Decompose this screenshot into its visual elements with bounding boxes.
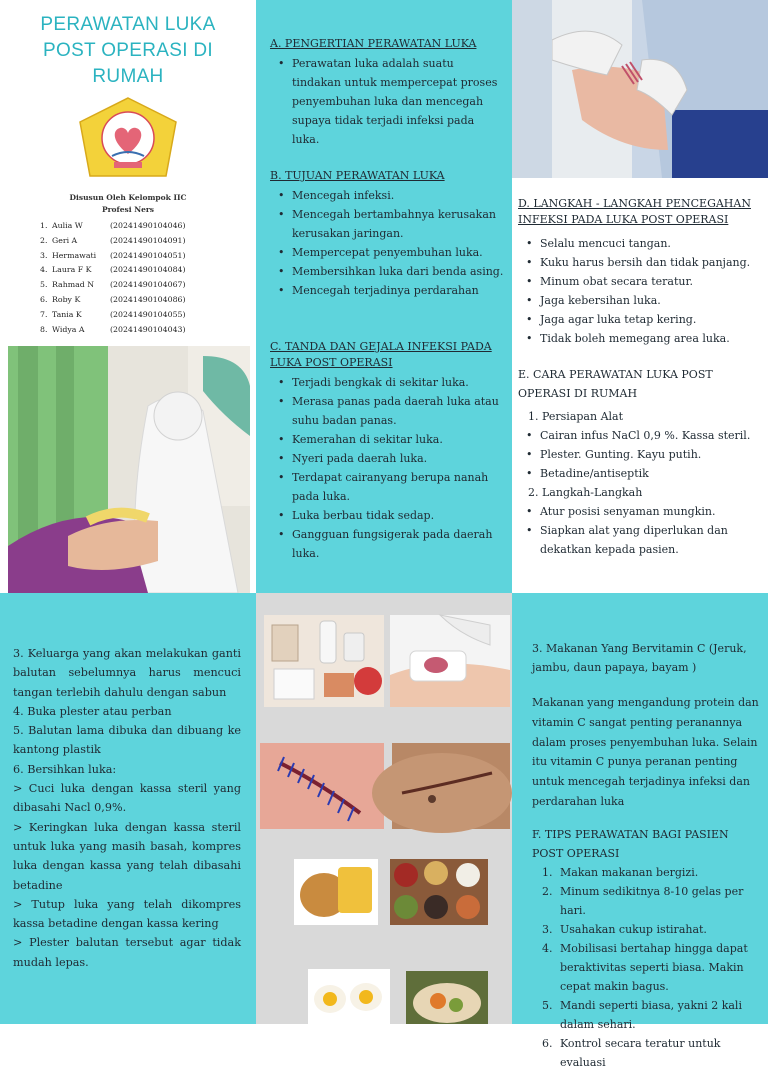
section-f [532,825,768,1072]
tip-item [542,996,768,1034]
step-line: > Tutup luka yang telah dikompres kassa betadine dengan kassa kering [13,897,241,931]
member-id: (20241490104055) [110,309,186,319]
section-b-heading: B. TUJUAN PERAWATAN LUKA [270,169,445,182]
list-item: • Selalu mencuci tangan. [518,234,764,253]
wound-care-photo [512,0,768,178]
credits-heading: Disusun Oleh Kelompok IIC Profesi Ners [69,193,187,214]
member-name: Laura F K [52,265,92,275]
member-name: Geri A [52,235,78,245]
step-procedure: 2. Langkah-Langkah [528,486,643,499]
list-item: • Merasa panas pada daerah luka atau suhu badan panas. [270,392,504,430]
step-line: > Plester balutan tersebut agar tidak mudah lepas. [13,936,241,969]
step-line: > Cuci luka dengan kassa steril yang dibasahi Nacl 0,9%. [13,782,241,815]
steps-continued [13,644,241,972]
member-number: 8. [40,324,48,334]
tip-text: Mandi seperti biasa, yakni 2 kali dalam sehari. [560,999,742,1031]
surgical-stitches-photo [260,743,384,829]
member-number: 3. [40,250,48,260]
member-list [40,219,186,337]
member-row [40,308,186,323]
tip-text: Kontrol secara teratur untuk evaluasi [560,1037,721,1069]
member-id: (20241490104084) [110,265,186,275]
section-b [270,168,504,300]
section-d [518,196,764,348]
list-item: • Terdapat cairanyang berupa nanah pada luka. [270,468,504,506]
member-name: Roby K [52,294,81,304]
list-item: • Jaga agar luka tetap kering. [518,310,764,329]
list-item: • Tidak boleh memegang area luka. [518,329,764,348]
list-item: • Nyeri pada daerah luka. [270,449,504,468]
member-id: (20241490104067) [110,280,186,290]
title-panel [0,0,256,340]
member-number: 5. [40,280,48,290]
list-item: • Mencegah bertambahnya kerusakan kerusakan jaringan. [270,205,504,243]
tip-item [542,882,768,920]
list-item: • Cairan infus NaCl 0,9 %. Kassa steril. [518,426,764,445]
member-row [40,263,186,278]
step-preparation: 1. Persiapan Alat [528,410,624,423]
tip-text: Minum sedikitnya 8-10 gelas per hari. [560,885,744,917]
list-item: • Minum obat secara teratur. [518,272,764,291]
list-item: • Membersihkan luka dari benda asing. [270,262,504,281]
tip-text: Mobilisasi bertahap hingga dapat beraktivitas seperti biasa. Makin cepat makin bagus. [560,942,748,993]
member-row [40,293,186,308]
member-number: 1. [40,221,48,230]
abdominal-scar-photo [392,743,510,829]
list-item: • Siapkan alat yang diperlukan dan dekatkan kepada pasien. [518,521,764,559]
info-panel-de [512,0,768,593]
tip-number: 2. [542,885,553,898]
tip-item [542,1034,768,1072]
tip-number: 1. [542,866,553,879]
member-name: Tania K [52,309,82,319]
list-item: • Plester. Gunting. Kayu putih. [518,445,764,464]
tip-item [542,939,768,996]
list-item: • Terjadi bengkak di sekitar luka. [270,373,504,392]
tip-number: 4. [542,942,553,955]
nutrition-paragraph: Makanan yang mengandung protein dan vitamin C sangat penting peranannya dalam proses penyembuhan luka. Selain itu vitamin C punya peranan penting untuk mencegah terjadinya infeksi dan perdarahan luka [532,696,759,808]
member-name: Aulia W [52,221,83,230]
member-id: (20241490104091) [110,235,186,245]
soup-bowl-photo [406,971,488,1024]
list-item: • Kemerahan di sekitar luka. [270,430,504,449]
member-number: 4. [40,265,48,275]
tip-number: 6. [542,1037,553,1050]
tip-number: 5. [542,999,553,1012]
list-item: • Mempercepat penyembuhan luka. [270,243,504,262]
member-name: Hermawati [52,250,97,260]
step-line: 3. Keluarga yang akan melakukan ganti balutan sebelumnya harus mencuci tangan terlebih dahulu dengan sabun [13,647,241,699]
tip-item [542,920,768,939]
section-a-heading: A. PENGERTIAN PERAWATAN LUKA [270,37,477,50]
member-number: 2. [40,235,48,245]
member-row [40,219,186,234]
section-f-heading: F. TIPS PERAWATAN BAGI PASIEN POST OPERASI [532,828,729,860]
nurse-photo-panel [0,340,256,593]
section-e [518,365,764,559]
section-e-heading: E. CARA PERAWATAN LUKA POST OPERASI DI RUMAH [518,368,713,400]
section-c [270,339,504,563]
school-logo [78,96,178,180]
step-line: 5. Balutan lama dibuka dan dibuang ke kantong plastik [13,724,241,757]
list-item: • Kuku harus bersih dan tidak panjang. [518,253,764,272]
tip-item [542,863,768,882]
tip-text: Makan makanan bergizi. [560,866,699,879]
info-panel-abc [256,0,512,593]
tip-text: Usahakan cukup istirahat. [560,923,707,936]
protein-food-photo [294,859,378,925]
nurse-care-photo [8,346,250,593]
beans-grains-photo [390,859,488,925]
step-line: 6. Bersihkan luka: [13,762,117,776]
list-item: • Luka berbau tidak sedap. [270,506,504,525]
member-number: 7. [40,309,48,319]
nutrition-tips-panel [512,593,768,1069]
member-number: 6. [40,294,48,304]
step-line: > Keringkan luka dengan kassa steril untuk luka yang masih basah, kompres luka dengan kassa yang telah dibasahi betadine [13,820,241,892]
member-row [40,323,186,338]
section-d-heading: D. LANGKAH - LANGKAH PENCEGAHAN INFEKSI PADA LUKA POST OPERASI [518,197,751,226]
vitamin-c-item: 3. Makanan Yang Bervitamin C (Jeruk, jambu, daun papaya, bayam ) [532,642,747,674]
member-id: (20241490104043) [110,324,186,334]
member-name: Widya A [52,324,85,334]
member-id: (20241490104051) [110,250,186,260]
member-row [40,234,186,249]
list-item: • Betadine/antiseptik [518,464,764,483]
medical-supplies-photo [264,615,384,707]
step-line: 4. Buka plester atau perban [13,704,172,718]
member-row [40,278,186,293]
section-a [270,36,504,149]
steps-continued-panel [0,593,256,1024]
bandaged-hand-photo [390,615,510,707]
member-id: (20241490104086) [110,294,186,304]
image-gallery-panel [256,593,512,1024]
member-name: Rahmad N [52,280,95,290]
list-item: • Gangguan fungsigerak pada daerah luka. [270,525,504,563]
list-item: • Perawatan luka adalah suatu tindakan untuk mempercepat proses penyembuhan luka dan mencegah supaya tidak terjadi infeksi pada luka. [270,54,504,149]
member-row [40,249,186,264]
page-title: PERAWATAN LUKA POST OPERASI DI RUMAH [40,14,216,87]
list-item: • Mencegah terjadinya perdarahan [270,281,504,300]
tip-number: 3. [542,923,553,936]
list-item: • Mencegah infeksi. [270,186,504,205]
section-c-heading: C. TANDA DAN GEJALA INFEKSI PADA LUKA POST OPERASI [270,340,492,369]
list-item: • Atur posisi senyaman mungkin. [518,502,764,521]
member-id: (20241490104046) [110,221,186,230]
list-item: • Jaga kebersihan luka. [518,291,764,310]
boiled-eggs-photo [308,969,390,1024]
